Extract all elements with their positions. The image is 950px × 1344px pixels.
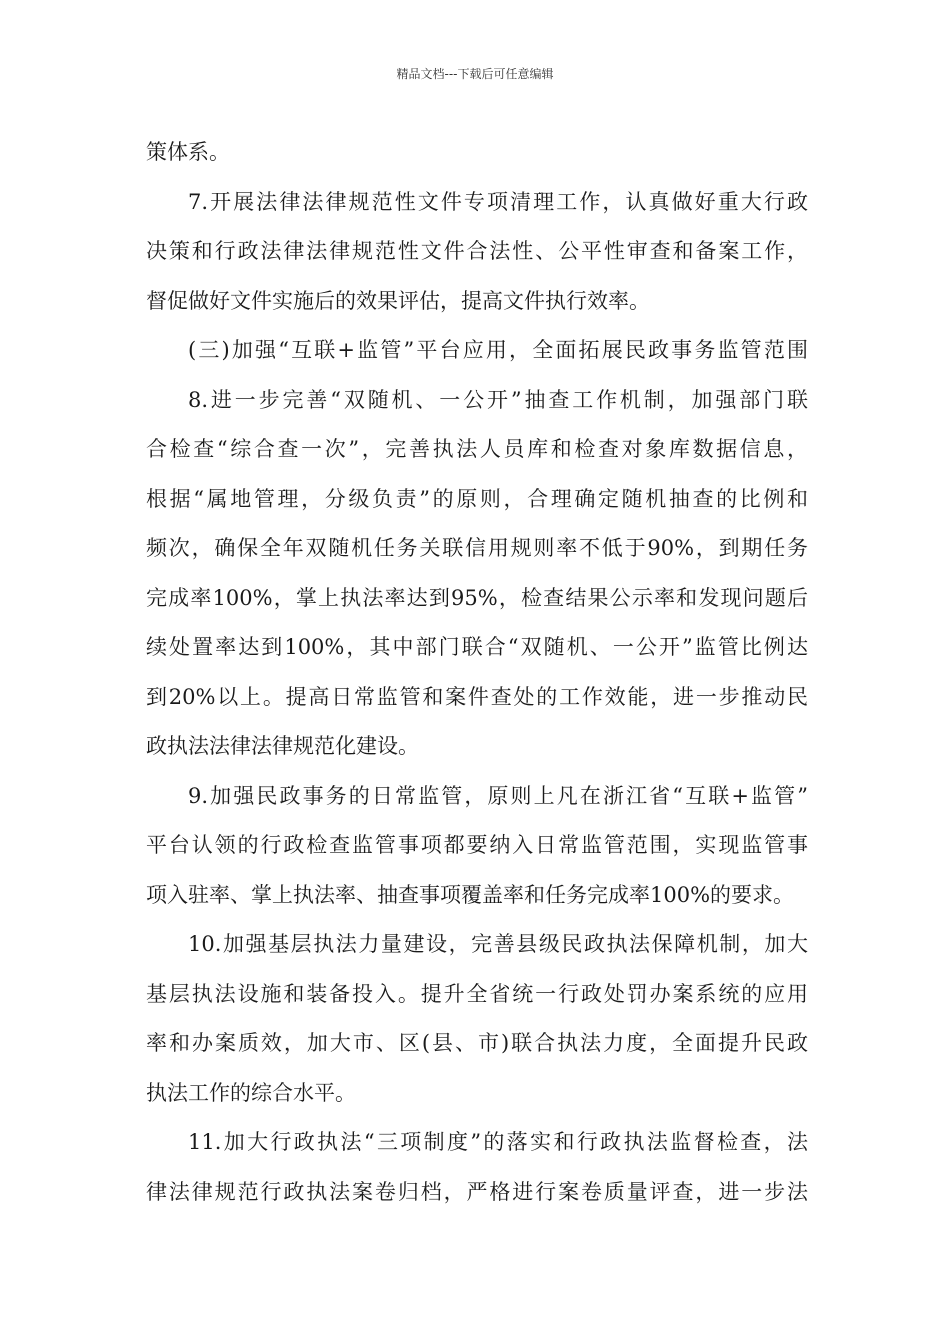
text-line: 频次，确保全年双随机任务关联信用规则率不低于90%，到期任务 — [146, 536, 808, 560]
text-line: 政执法法律法律规范化建设。 — [146, 734, 419, 758]
text-line: 决策和行政法律法律规范性文件合法性、公平性审查和备案工作， — [146, 239, 808, 263]
text-line: 10.加强基层执法力量建设，完善县级民政执法保障机制，加大 — [188, 932, 808, 956]
text-line: 基层执法设施和装备投入。提升全省统一行政处罚办案系统的应用 — [146, 981, 808, 1006]
text-line: 11.加大行政执法“三项制度”的落实和行政执法监督检查，法 — [188, 1130, 808, 1154]
text-line: 根据“属地管理，分级负责”的原则，合理确定随机抽查的比例和 — [146, 486, 808, 511]
section-heading: (三)加强“互联+监管”平台应用，全面拓展民政事务监管范围 — [188, 338, 808, 362]
text-line: 平台认领的行政检查监管事项都要纳入日常监管范围，实现监管事 — [146, 833, 808, 857]
page-header: 精品文档---下载后可任意编辑 — [396, 67, 554, 81]
text-line: 率和办案质效，加大市、区(县、市)联合执法力度，全面提升民政 — [146, 1031, 808, 1055]
text-line: 7.开展法律法律规范性文件专项清理工作，认真做好重大行政 — [188, 189, 808, 214]
text-line: 合检查“综合查一次”，完善执法人员库和检查对象库数据信息， — [146, 437, 808, 461]
document-body — [146, 128, 808, 1217]
text-line: 项入驻率、掌上执法率、抽查事项覆盖率和任务完成率100%的要求。 — [146, 882, 795, 907]
text-line: 续处置率达到100%，其中部门联合“双随机、一公开”监管比例达 — [146, 635, 808, 659]
text-line: 律法律规范行政执法案卷归档，严格进行案卷质量评查，进一步法 — [146, 1179, 808, 1204]
text-line: 9.加强民政事务的日常监管，原则上凡在浙江省“互联+监管” — [188, 783, 808, 808]
text-line: 督促做好文件实施后的效果评估，提高文件执行效率。 — [146, 288, 650, 313]
text-line: 到20%以上。提高日常监管和案件查处的工作效能，进一步推动民 — [146, 684, 808, 709]
text-line: 策体系。 — [146, 140, 230, 164]
text-line: 8.进一步完善“双随机、一公开”抽查工作机制，加强部门联 — [188, 387, 808, 412]
text-line: 完成率100%，掌上执法率达到95%，检查结果公示率和发现问题后 — [146, 585, 808, 610]
text-line: 执法工作的综合水平。 — [146, 1080, 356, 1105]
